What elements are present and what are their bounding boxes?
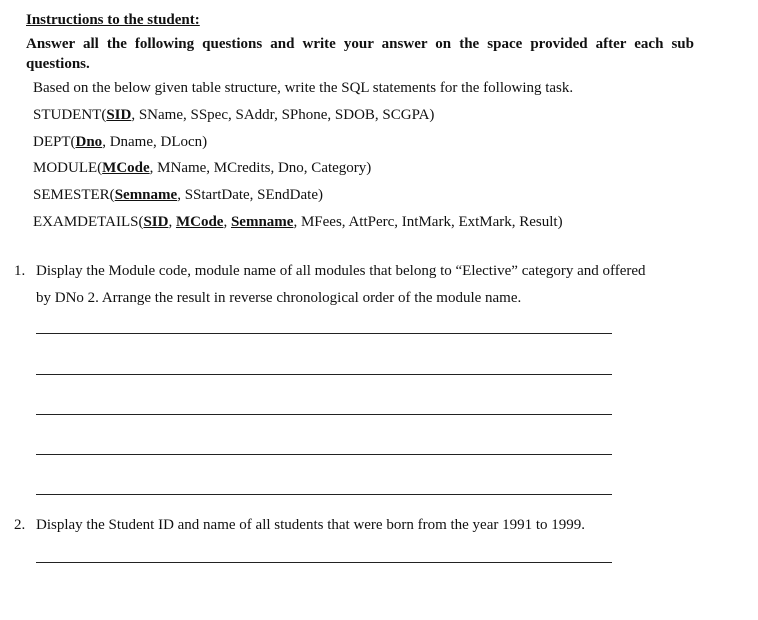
question-number: 1. <box>14 263 26 279</box>
table-columns: , MName, MCredits, Dno, Category) <box>149 160 372 176</box>
table-name: DEPT( <box>33 134 76 150</box>
table-columns: , Dname, DLocn) <box>102 134 208 150</box>
table-semester <box>33 187 323 204</box>
primary-key: SID <box>143 214 169 230</box>
table-name: MODULE( <box>33 160 103 176</box>
primary-key: SID <box>106 107 132 123</box>
intro-text: Based on the below given table structure, write the SQL statements for the following task. <box>33 80 574 96</box>
question-2 <box>14 517 585 534</box>
primary-key: Semname <box>114 187 178 203</box>
answer-line[interactable] <box>36 494 612 495</box>
table-name: SEMESTER( <box>33 187 115 203</box>
table-name: EXAMDETAILS( <box>33 214 144 230</box>
answer-line[interactable] <box>36 414 612 415</box>
table-dept <box>33 134 207 151</box>
answer-line[interactable] <box>36 333 612 334</box>
primary-key: Dno <box>75 134 103 150</box>
question-text: Display the Module code, module name of all modules that belong to “Elective” category and offered <box>36 263 646 279</box>
table-name: STUDENT( <box>33 107 107 123</box>
answer-line[interactable] <box>36 374 612 375</box>
table-columns: , SName, SSpec, SAddr, SPhone, SDOB, SCGPA) <box>131 107 435 123</box>
table-columns: , MFees, AttPerc, IntMark, ExtMark, Result) <box>293 214 563 230</box>
primary-key: MCode <box>102 160 150 176</box>
table-student <box>33 107 434 124</box>
question-1-continued: by DNo 2. Arrange the result in reverse chronological order of the module name. <box>36 290 522 306</box>
table-columns: , SStartDate, SEndDate) <box>177 187 323 203</box>
question-text: Display the Student ID and name of all students that were born from the year 1991 to 1999. <box>36 517 586 533</box>
question-1 <box>14 263 646 280</box>
primary-key: Semname <box>230 214 294 230</box>
answer-line[interactable] <box>36 454 612 455</box>
question-number: 2. <box>14 517 26 533</box>
primary-key: MCode <box>175 214 224 230</box>
instructions-body: Answer all the following questions and write your answer on the space provided after each sub questions. <box>26 36 694 72</box>
table-examdetails: EXAMDETAILS(SID, MCode, Semname, MFees, AttPerc, IntMark, ExtMark, Result) <box>33 214 563 230</box>
answer-line[interactable] <box>36 562 612 563</box>
instructions-heading: Instructions to the student: <box>26 12 200 28</box>
table-module <box>33 160 371 177</box>
